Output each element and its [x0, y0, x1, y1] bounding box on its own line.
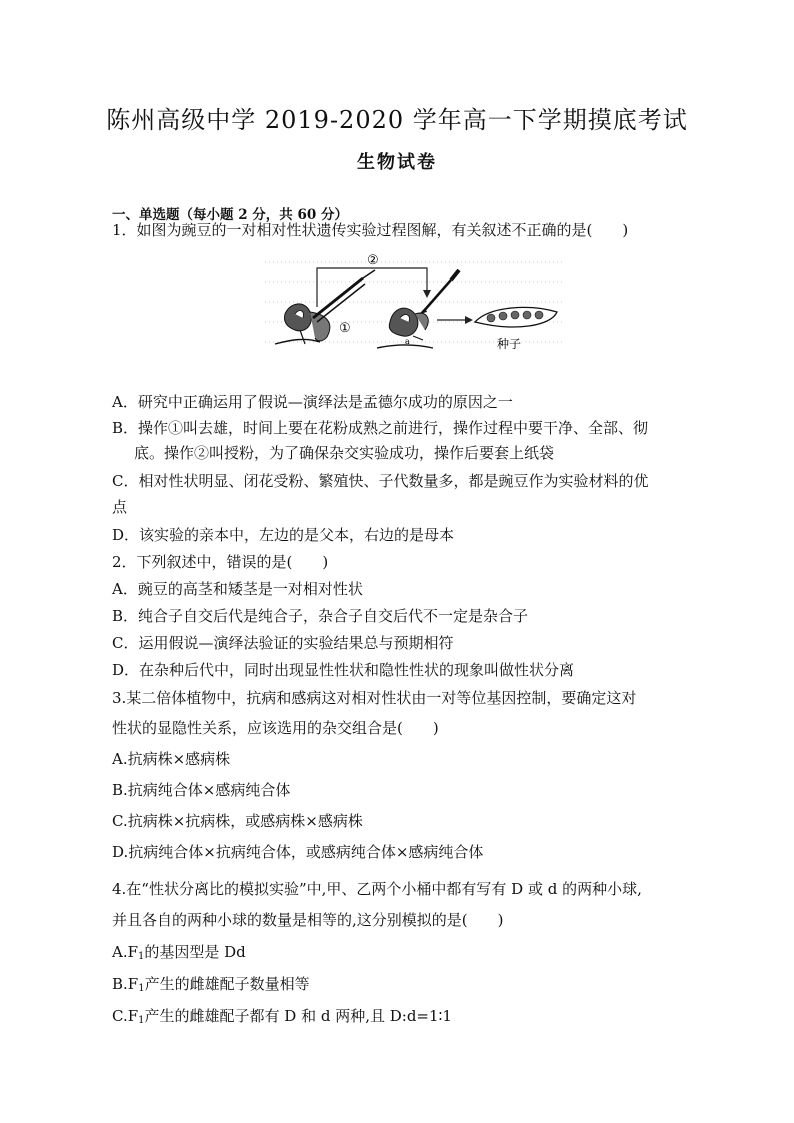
q3-stem-line1: 3.某二倍体植物中，抗病和感病这对相对性状由一对等位基因控制，要确定这对	[112, 689, 637, 707]
seed-label: 种子	[497, 337, 522, 351]
q1-option-a: A．研究中正确运用了假说—演绎法是孟德尔成功的原因之一	[112, 393, 513, 411]
q3-stem-line2: 性状的显隐性关系，应该选用的杂交组合是( )	[112, 719, 439, 737]
label-a: a	[405, 337, 410, 346]
q2-option-c: C．运用假说—演绎法验证的实验结果总与预期相符	[112, 634, 454, 652]
q4-option-c-prefix: C.F	[112, 1007, 139, 1025]
q2-option-d: D．在杂种后代中，同时出现显性性状和隐性性状的现象叫做性状分离	[112, 661, 575, 679]
q1-option-b-line2: 底。操作②叫授粉，为了确保杂交实验成功，操作后要套上纸袋	[134, 444, 555, 462]
q1-option-c-line1: C．相对性状明显、闭花受粉、繁殖快、子代数量多，都是豌豆作为实验材料的优	[112, 472, 649, 490]
left-flower-drawing	[275, 270, 375, 344]
q4-option-a-text: 的基因型是 Dd	[144, 943, 246, 961]
step-1-label: ①	[339, 321, 351, 336]
page-title: 陈州高级中学 2019-2020 学年高一下学期摸底考试	[106, 106, 688, 134]
step-2-label: ②	[367, 253, 379, 268]
q3-option-d: D.抗病纯合体×抗病纯合体，或感病纯合体×感病纯合体	[112, 843, 484, 861]
q4-stem-line1: 4.在“性状分离比的模拟实验”中,甲、乙两个小桶中都有写有 D 或 d 的两种小球,	[112, 880, 642, 898]
q3-option-c: C.抗病株×抗病株，或感病株×感病株	[112, 812, 363, 830]
q3-option-b: B.抗病纯合体×感病纯合体	[112, 781, 291, 799]
q4-option-b	[112, 974, 310, 999]
q4-option-b-prefix: B.F	[112, 975, 139, 993]
q4-option-a-subscript: 1	[138, 951, 145, 962]
q4-option-c	[112, 1006, 452, 1031]
q4-option-c-text: 产生的雌雄配子都有 D 和 d 两种,且 D:d=1∶1	[144, 1007, 452, 1025]
page-subtitle: 生物试卷	[357, 152, 437, 173]
q4-option-c-subscript: 1	[138, 1015, 145, 1026]
q2-stem: 2．下列叙述中，错误的是( )	[112, 553, 329, 571]
q2-option-a: A．豌豆的高茎和矮茎是一对相对性状	[112, 580, 363, 598]
q4-option-a	[112, 942, 246, 967]
q1-stem: 1．如图为豌豆的一对相对性状遗传实验过程图解，有关叙述不正确的是( )	[112, 221, 629, 239]
q4-option-b-subscript: 1	[138, 983, 145, 994]
q4-option-a-prefix: A.F	[112, 943, 139, 961]
pea-cross-figure	[265, 252, 565, 367]
section-heading: 一、单选题（每小题 2 分，共 60 分）	[112, 207, 348, 223]
q1-option-c-line2: 点	[112, 498, 128, 516]
q1-option-b-line1: B．操作①叫去雄，时间上要在花粉成熟之前进行，操作过程中要干净、全部、彻	[112, 419, 649, 437]
q2-option-b: B．纯合子自交后代是纯合子，杂合子自交后代不一定是杂合子	[112, 607, 529, 625]
q3-option-a: A.抗病株×感病株	[112, 750, 231, 768]
pea-pod-drawing	[475, 307, 557, 327]
q4-stem-line2: 并且各自的两种小球的数量是相等的,这分别模拟的是( )	[112, 911, 504, 929]
q1-option-d: D．该实验的亲本中，左边的是父本，右边的是母本	[112, 526, 455, 544]
q4-option-b-text: 产生的雌雄配子数量相等	[144, 975, 310, 993]
